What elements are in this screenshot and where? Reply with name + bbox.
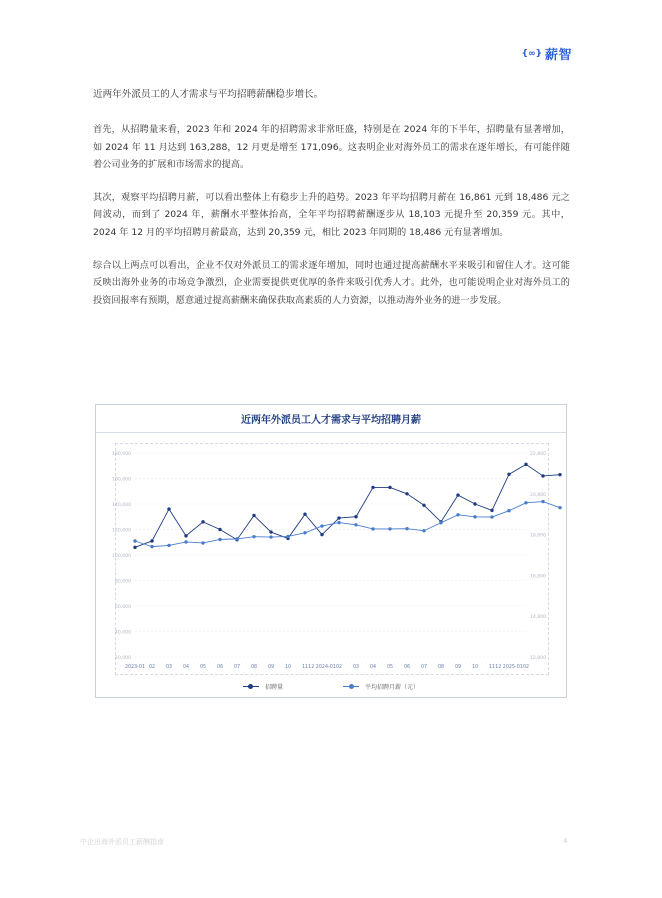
x-tick-label: 2023-01 <box>124 665 146 670</box>
data-point-hires <box>320 533 323 536</box>
data-point-hires <box>218 528 221 531</box>
data-point-salary <box>524 501 527 504</box>
data-point-salary <box>473 515 476 518</box>
y-right-tick-label: 16,800 <box>530 574 547 580</box>
y-right-tick-label: 20,800 <box>530 492 547 498</box>
x-tick-label: 04 <box>369 665 377 670</box>
data-point-salary <box>337 521 340 524</box>
data-point-hires <box>456 493 459 496</box>
data-point-hires <box>541 474 544 477</box>
x-tick-label: 06 <box>403 665 411 670</box>
series-line-hires <box>135 464 560 547</box>
data-point-hires <box>405 492 408 495</box>
data-point-salary <box>541 500 544 503</box>
data-point-salary <box>354 523 357 526</box>
y-left-tick-label: 140,000 <box>112 503 131 508</box>
data-point-salary <box>201 541 204 544</box>
y-right-tick-label: 12,800 <box>530 656 547 661</box>
x-tick-label: 09 <box>454 665 462 670</box>
chart-card <box>95 404 567 698</box>
legend-label-hires: 招聘量 <box>264 683 283 691</box>
x-tick-label: 08 <box>437 665 445 670</box>
x-tick-label: 05 <box>386 665 394 670</box>
x-tick-label: 07 <box>233 665 241 670</box>
data-point-hires <box>337 516 340 519</box>
data-point-hires <box>252 514 255 517</box>
data-point-hires <box>150 539 153 542</box>
x-tick-label: 02 <box>148 665 156 670</box>
series-line-salary <box>135 502 560 547</box>
data-point-salary <box>439 521 442 524</box>
data-point-hires <box>490 509 493 512</box>
brand-name: 薪智 <box>544 48 572 63</box>
y-left-tick-label: 80,000 <box>114 579 131 585</box>
legend-item-salary <box>343 679 419 693</box>
x-tick-label: 10 <box>471 665 479 670</box>
data-point-salary <box>422 529 425 532</box>
data-point-hires <box>354 515 357 518</box>
data-point-salary <box>405 527 408 530</box>
data-point-salary <box>184 540 187 543</box>
footer-title: 中企出海外派员工薪酬指南 <box>80 838 164 846</box>
legend-item-hires <box>243 679 283 693</box>
data-point-hires <box>371 486 374 489</box>
data-point-hires <box>388 486 391 489</box>
data-point-hires <box>507 473 510 476</box>
x-tick-label: 10 <box>284 665 292 670</box>
data-point-salary <box>133 539 136 542</box>
data-point-salary <box>150 545 153 548</box>
y-left-tick-label: 20,000 <box>114 656 131 661</box>
data-point-hires <box>558 473 561 476</box>
y-right-tick-label: 14,800 <box>530 615 547 621</box>
chart-legend <box>96 679 566 693</box>
data-point-hires <box>269 530 272 533</box>
data-point-hires <box>422 504 425 507</box>
x-tick-label: 04 <box>182 665 190 670</box>
x-tick-label: 06 <box>216 665 224 670</box>
data-point-salary <box>490 515 493 518</box>
legend-swatch-salary <box>343 682 359 690</box>
page-number: 4 <box>563 837 568 845</box>
x-tick-label: 12 2024-01 <box>308 665 336 670</box>
y-right-tick-label: 22,800 <box>530 452 547 457</box>
x-tick-label: 09 <box>267 665 275 670</box>
data-point-salary <box>456 513 459 516</box>
x-tick-label: 08 <box>250 665 258 670</box>
data-point-hires <box>133 546 136 549</box>
data-point-salary <box>167 544 170 547</box>
article-lead: 近两年外派员工的人才需求与平均招聘薪酬稳步增长。 <box>93 89 324 100</box>
x-tick-label: 05 <box>199 665 207 670</box>
data-point-hires <box>303 513 306 516</box>
data-point-salary <box>235 537 238 540</box>
legend-label-salary: 平均招聘月薪（元） <box>365 683 420 691</box>
x-tick-label: 07 <box>420 665 428 670</box>
data-point-salary <box>507 509 510 512</box>
article-paragraph-3: 综合以上两点可以看出，企业不仅对外派员工的需求逐年增加，同时也通过提高薪酬水平来吸引和留住人才。这可能反映出海外业务的市场竞争激烈，企业需要提供更优厚的条件来吸引优秀人才。此外，也可能说明企业对海外员工的投资回报率有预期，愿意通过提高薪酬来确保获取高素质的人力资源，以推动海外业务的进一步发展。 <box>93 259 570 306</box>
y-left-tick-label: 160,000 <box>112 477 131 483</box>
x-tick-label: 12 2025-01 <box>495 665 523 670</box>
x-tick-label: 02 <box>335 665 343 670</box>
data-point-salary <box>269 535 272 538</box>
chart-title: 近两年外派员工人才需求与平均招聘月薪 <box>241 415 421 426</box>
data-point-hires <box>167 507 170 510</box>
brand-logo <box>522 44 572 63</box>
x-tick-label: 02 <box>522 665 530 670</box>
y-left-tick-label: 60,000 <box>114 605 131 610</box>
y-right-tick-label: 18,800 <box>530 533 547 539</box>
article-paragraph-1: 首先，从招聘量来看，2023 年和 2024 年的招聘需求非常旺盛，特别是在 2024 年的下半年，招聘量有显著增加，如 2024 年 11 月达到 163,288，12 月更是增至 171,096。这表明企业对海外员工的需求在逐年增长，有可能伴随着公司业务的扩展和市场需求的提高。 <box>93 124 570 171</box>
x-tick-label: 03 <box>165 665 173 670</box>
data-point-salary <box>371 527 374 530</box>
brand-mark-icon: {∞} <box>521 48 542 59</box>
data-point-salary <box>218 538 221 541</box>
data-point-salary <box>252 535 255 538</box>
article-paragraph-2: 其次，观察平均招聘月薪，可以看出整体上有稳步上升的趋势。2023 年平均招聘月薪在 16,861 元到 18,486 元之间波动，而到了 2024 年，薪酬水平整体抬高，全年平均招聘薪酬逐步从 18,103 元提升至 20,359 元。其中，2024 年 12 月的平均招聘月薪最高，达到 20,359 元，相比 2023 年同期的 18,486 元有显著增加。 <box>93 191 570 238</box>
data-point-salary <box>303 531 306 534</box>
data-point-salary <box>286 535 289 538</box>
data-point-hires <box>524 463 527 466</box>
y-left-tick-label: 120,000 <box>112 528 131 534</box>
data-point-salary <box>558 506 561 509</box>
y-left-tick-label: 40,000 <box>114 630 131 636</box>
data-point-hires <box>473 502 476 505</box>
line-chart <box>96 405 568 699</box>
x-tick-label: 03 <box>352 665 360 670</box>
data-point-hires <box>184 534 187 537</box>
article-body <box>93 86 570 324</box>
y-left-tick-label: 100,000 <box>112 554 131 559</box>
data-point-hires <box>201 520 204 523</box>
x-tick-label: 11 <box>301 665 309 670</box>
legend-swatch-hires <box>243 682 259 690</box>
data-point-salary <box>320 524 323 527</box>
data-point-salary <box>388 527 391 530</box>
y-left-tick-label: 180,000 <box>112 452 131 457</box>
x-tick-label: 11 <box>488 665 496 670</box>
